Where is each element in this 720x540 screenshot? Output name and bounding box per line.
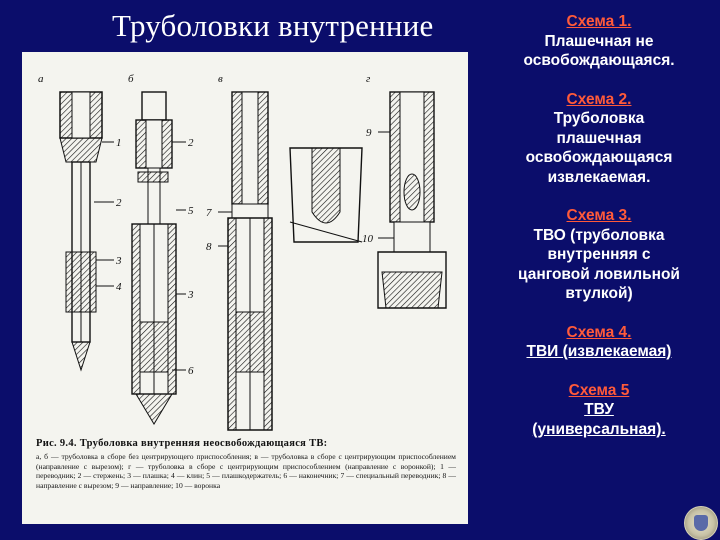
callout-4: 4: [116, 281, 122, 293]
scheme-5-line[interactable]: ТВУ: [584, 401, 614, 418]
callout-1: 1: [116, 137, 122, 149]
panel-label-b: б: [128, 73, 134, 85]
scheme-2-line: Труболовка: [553, 110, 645, 127]
panel-b-drawing: [132, 92, 186, 424]
technical-drawing: [22, 52, 468, 524]
panel-a-drawing: [60, 92, 114, 370]
drawing-svg: [22, 52, 468, 432]
panel-c-drawing: [218, 92, 272, 430]
scheme-2-line: освобождающаяся: [525, 149, 673, 166]
scheme-2-title[interactable]: Схема 2.: [566, 90, 632, 108]
slide-title: Труболовки внутренние: [112, 8, 434, 43]
callout-3b: 3: [188, 289, 194, 301]
scheme-5-line[interactable]: (универсальная).: [532, 420, 666, 438]
guide-sleeve-drawing: [290, 148, 362, 242]
scheme-1-title[interactable]: Схема 1.: [566, 13, 632, 30]
schemes-list: [486, 12, 712, 458]
callout-9: 9: [366, 127, 372, 139]
university-emblem-icon: [684, 506, 718, 540]
panel-d-drawing: [378, 92, 446, 308]
panel-label-a: а: [38, 73, 44, 85]
callout-3a: 3: [116, 255, 122, 267]
scheme-5: [486, 381, 712, 440]
scheme-1: [486, 12, 712, 71]
scheme-1-line: Плашечная не: [544, 32, 654, 50]
scheme-3-line: ТВО (труболовка: [533, 226, 665, 244]
scheme-1-line: освобождающаяся.: [523, 52, 675, 69]
callout-7: 7: [206, 207, 212, 219]
callout-5: 5: [188, 205, 194, 217]
scheme-4: [486, 323, 712, 362]
callout-8: 8: [206, 241, 212, 253]
scheme-3-title[interactable]: Схема 3.: [566, 207, 632, 224]
caption-text: а, б — труболовка в сборе без центрирующего приспособления; в — труболовка в сборе с центрирующим приспособлением (направление с вырезом); г — труболовка в сборе с центрирующим приспособлением (направление с воронкой); 1 — переводник; 2 — стержень; 3 — плашка; 4 — клин; 5 — плашкодержатель; 6 — наконечник; 7 — специальный переводник; 8 — направление с вырезом; 9 — направление; 10 — воронка: [36, 452, 456, 490]
scheme-2-line: плашечная: [556, 129, 642, 147]
figure-caption: [36, 438, 456, 490]
panel-label-c: в: [218, 73, 223, 85]
scheme-3-line: цанговой ловильной: [518, 265, 680, 283]
caption-title: Рис. 9.4. Труболовка внутренняя неосвобождающаяся ТВ:: [36, 438, 328, 449]
scheme-2: [486, 90, 712, 188]
scheme-4-line[interactable]: ТВИ (извлекаемая): [526, 343, 672, 360]
scheme-3: [486, 206, 712, 304]
scheme-3-line: внутренняя с: [547, 246, 651, 263]
callout-2a: 2: [116, 197, 122, 209]
scheme-5-title[interactable]: Схема 5: [568, 381, 630, 399]
callout-2b: 2: [188, 137, 194, 149]
scheme-2-line: извлекаемая.: [547, 168, 651, 186]
callout-10: 10: [362, 233, 373, 245]
scheme-3-line: втулкой): [565, 285, 633, 302]
callout-6: 6: [188, 365, 194, 377]
scheme-4-title[interactable]: Схема 4.: [566, 323, 632, 341]
panel-label-d: г: [366, 73, 371, 85]
